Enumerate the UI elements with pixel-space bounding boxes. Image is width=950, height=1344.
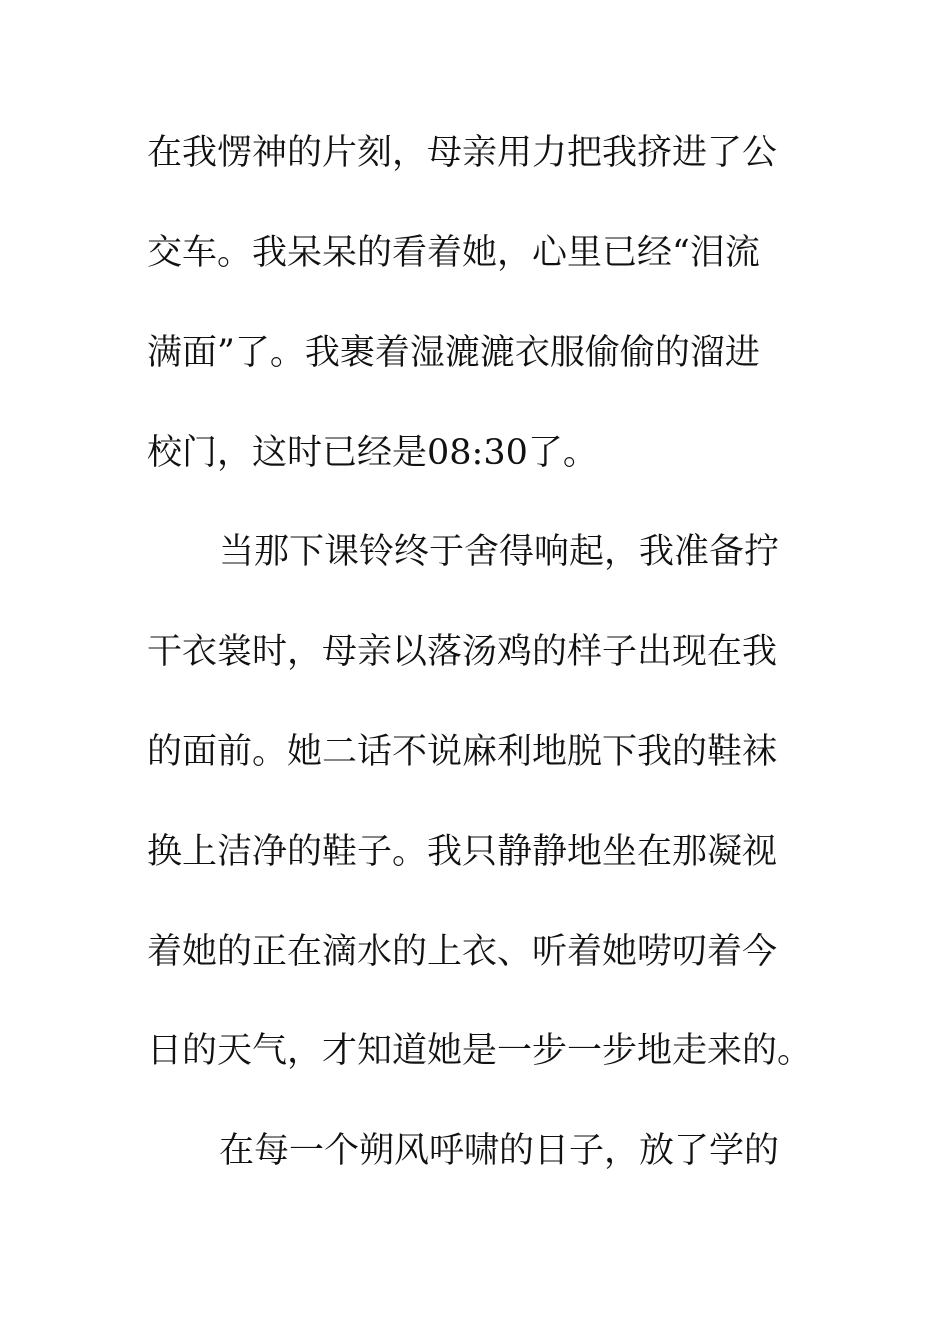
paragraph-first-line: 在每一个朔风呼啸的日子，放了学的 [219, 1131, 780, 1171]
text-line: 干衣裳时，母亲以落汤鸡的样子出现在我 [147, 632, 778, 672]
text-line: 满面”了。我裹着湿漉漉衣服偷偷的溜进 [147, 333, 760, 373]
text-line: 日的天气，才知道她是一步一步地走来的。 [147, 1031, 813, 1071]
text-line: 着她的正在滴水的上衣、听着她唠叨着今 [147, 932, 778, 972]
text-line: 交车。我呆呆的看着她，心里已经“泪流 [147, 233, 760, 273]
text-line: 在我愣神的片刻，母亲用力把我挤进了公 [147, 133, 778, 173]
text-line: 校门，这时已经是08:30了。 [147, 433, 598, 473]
text-line: 换上洁净的鞋子。我只静静地坐在那凝视 [147, 832, 778, 872]
paragraph-first-line: 当那下课铃终于舍得响起，我准备拧 [219, 532, 780, 572]
text-line: 的面前。她二话不说麻利地脱下我的鞋袜 [147, 732, 778, 772]
